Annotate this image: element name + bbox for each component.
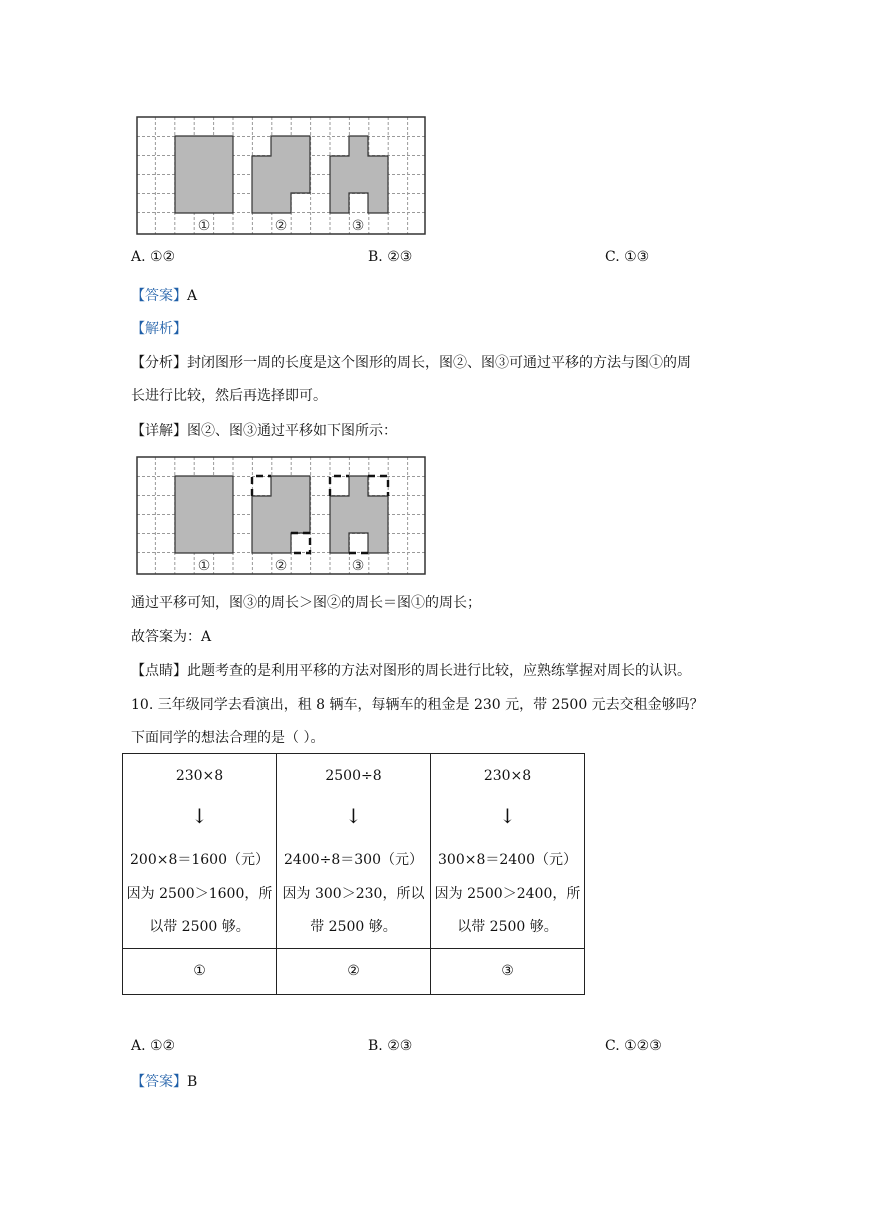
shape-3 <box>330 476 388 553</box>
q9-option-a[interactable]: A. ①② <box>131 249 176 265</box>
arrow-down-icon: ↓ <box>345 804 362 828</box>
shape-1-label: ① <box>197 218 211 234</box>
method-number: ③ <box>431 949 585 995</box>
arrow-down-icon: ↓ <box>191 804 208 828</box>
fenxi-tag: 【分析】 <box>131 355 187 371</box>
shape-2 <box>252 136 310 213</box>
method-reason-1: 因为 2500＞2400，所 <box>434 886 581 902</box>
q9-fenxi-line1 <box>131 352 691 372</box>
method-step: 300×8＝2400（元） <box>438 852 577 868</box>
answer-value: B <box>187 1074 198 1090</box>
figure-translation-grid <box>136 456 427 576</box>
method-number: ② <box>277 949 431 995</box>
method-expression: 2500÷8 <box>325 768 382 784</box>
shape-2-label: ② <box>274 218 288 234</box>
arrow-down-icon: ↓ <box>499 804 516 828</box>
table-row <box>123 949 585 995</box>
figure-shapes-grid <box>136 116 427 236</box>
method-number: ① <box>123 949 277 995</box>
answer-value: A <box>187 288 198 304</box>
q10-option-c[interactable]: C. ①②③ <box>605 1038 662 1054</box>
q9-xiangjie <box>131 420 397 440</box>
shape-1-label: ① <box>197 558 211 574</box>
shape-2 <box>252 476 310 553</box>
q9-fenxi-line2: 长进行比较，然后再选择即可。 <box>131 388 327 404</box>
q10-option-a[interactable]: A. ①② <box>131 1038 176 1054</box>
xiangjie-tag: 【详解】 <box>131 423 187 439</box>
q10-answer <box>131 1071 197 1091</box>
answer-tag: 【答案】 <box>131 1074 187 1090</box>
shape-1 <box>175 476 233 553</box>
q9-option-c[interactable]: C. ①③ <box>605 249 650 265</box>
shape-2-label: ② <box>274 558 288 574</box>
method-reason-2: 以带 2500 够。 <box>149 919 250 935</box>
fenxi-text-1: 封闭图形一周的长度是这个图形的周长，图②、图③可通过平移的方法与图①的周 <box>187 355 691 371</box>
xiangjie-text: 图②、图③通过平移如下图所示： <box>187 423 397 439</box>
dianjing-tag: 【点睛】 <box>131 663 187 679</box>
q9-option-b[interactable]: B. ②③ <box>368 249 413 265</box>
method-reason-2: 以带 2500 够。 <box>457 919 558 935</box>
q10-option-b[interactable]: B. ②③ <box>368 1038 413 1054</box>
table-cell <box>123 754 277 949</box>
method-reason-2: 带 2500 够。 <box>310 919 397 935</box>
shape-3-label: ③ <box>351 558 365 574</box>
method-reason-1: 因为 300＞230，所以 <box>282 886 425 902</box>
table-row <box>123 754 585 949</box>
method-expression: 230×8 <box>175 768 224 784</box>
method-step: 200×8＝1600（元） <box>130 852 269 868</box>
q10-question-line1: 10. 三年级同学去看演出，租 8 辆车，每辆车的租金是 230 元，带 2500 元去交租金够吗？ <box>131 697 704 713</box>
shape-1 <box>175 136 233 213</box>
shape-3-label: ③ <box>351 218 365 234</box>
q9-conclusion: 通过平移可知，图③的周长＞图②的周长＝图①的周长； <box>131 595 481 611</box>
method-expression: 230×8 <box>483 768 532 784</box>
shape-3 <box>330 136 388 213</box>
q10-methods-table <box>122 753 585 995</box>
method-reason-1: 因为 2500＞1600，所 <box>126 886 273 902</box>
q9-answer <box>131 285 197 305</box>
q9-analysis-tag: 【解析】 <box>131 321 187 337</box>
q9-final-answer: 故答案为：A <box>131 629 212 645</box>
answer-tag: 【答案】 <box>131 288 187 304</box>
q10-question-line2: 下面同学的想法合理的是（ ）。 <box>131 730 325 746</box>
method-step: 2400÷8＝300（元） <box>284 852 423 868</box>
table-cell <box>431 754 585 949</box>
dianjing-text: 此题考查的是利用平移的方法对图形的周长进行比较，应熟练掌握对周长的认识。 <box>187 663 691 679</box>
table-cell <box>277 754 431 949</box>
q9-dianjing <box>131 660 691 680</box>
